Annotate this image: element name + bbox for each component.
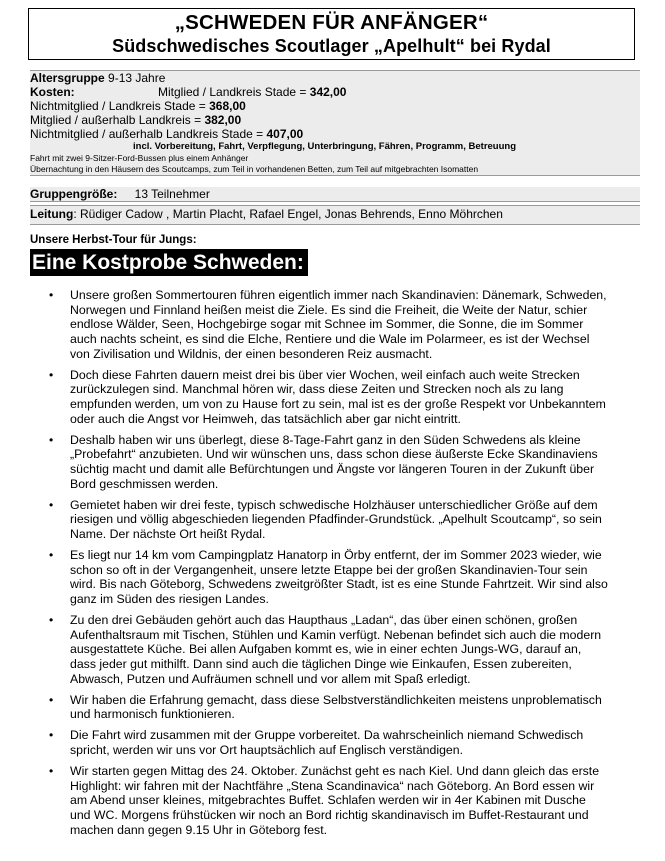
cost-member-line: [30, 85, 640, 99]
age-line: [30, 71, 640, 85]
list-item-text: Doch diese Fahrten dauern meist drei bis über vier Wochen, weil einfach auch weite Strecken zurückzulegen sind. Manchmal hören wir, dass diese Zeiten und Strecken noch als zu lang empfunden werden, um von zu Hause fort zu sein, mal ist es der große Respekt vor Unbekanntem oder auch die Angst vor Heimweh, das tatsächlich aber gar nicht eintritt.: [70, 367, 606, 426]
cost-member-out-value: 382,00: [204, 113, 242, 127]
page-subtitle: Südschwedisches Scoutlager „Apelhult“ bei Rydal: [112, 36, 551, 56]
cost-nonmember-label: Nichtmitglied / Landkreis Stade =: [30, 99, 210, 113]
bullet-icon: •: [49, 432, 54, 447]
bullet-icon: •: [49, 288, 54, 302]
list-item: [48, 368, 608, 427]
cost-member-out-label: Mitglied / außerhalb Landkreis =: [30, 113, 205, 127]
transport-note: Fahrt mit zwei 9-Sitzer-Ford-Bussen plus einem Anhänger: [30, 153, 249, 163]
group-size-box: [30, 187, 640, 202]
list-item-text: Zu den drei Gebäuden gehört auch das Haupthaus „Ladan“, das über einen schönen, großen Aufenthaltsraum mit Tischen, Stühlen und Kamin verfügt. Nebenan befindet sich auch die modern ausgestattete Küche. Bei allen Aufgaben kommt es, wie in einer echten Jungs-WG, darauf an, dass jeder gut mithilft. Dann sind auch die täglichen Dinge wie Einkaufen, Essen zubereiten, Abwasch, Putzen und Aufräumen schnell und vor allem mit Spaß erledigt.: [70, 613, 602, 686]
group-size-value: 13 Teilnehmer: [134, 187, 210, 201]
bullet-icon: •: [49, 497, 54, 512]
list-item-text: Die Fahrt wird zusammen mit der Gruppe vorbereitet. Da wahrscheinlich niemand Schwedisch spricht, werden wir uns vor Ort hauptsächlich auf Englisch verständigen.: [70, 728, 584, 757]
cost-member-out-line: [30, 113, 640, 127]
cost-nonmember-line: [30, 99, 640, 113]
list-item: [48, 764, 608, 838]
list-item: [48, 613, 608, 687]
list-item-text: Unsere großen Sommertouren führen eigentlich immer nach Skandinavien: Dänemark, Schweden, Norwegen und Finnland heißen meist die Ziele. Es sind die Freiheit, die Weite der Natur, schier endlose Wälder, Seen, Hochgebirge sogar mit Schnee im Sommer, die Sonne, die im Sommer auch nachts scheint, es sind die Elche, Rentiere und die Wale im Polarmeer, es ist der Wechsel von Zivilisation und Wildnis, der einen besonderen Reiz ausmacht.: [70, 288, 607, 361]
group-size-label: Gruppengröße:: [30, 187, 118, 201]
bullet-icon: •: [49, 763, 54, 778]
cost-member: [158, 85, 346, 99]
info-box: [30, 70, 640, 176]
cost-nonmember-out-label: Nichtmitglied / außerhalb Landkreis Stade =: [30, 127, 267, 141]
list-item-text: Gemietet haben wir drei feste, typisch schwedische Holzhäuser unterschiedlicher Größe auf dem riesigen und völlig abgeschieden liegenden Pfadfinder-Grundstück. „Apelhult Scoutcamp“, so sein Name. Der nächste Ort heißt Rydal.: [70, 497, 602, 542]
leadership-label: Leitung: [30, 207, 74, 221]
tour-heading: Unsere Herbst-Tour für Jungs:: [30, 234, 197, 246]
list-item: [48, 433, 608, 492]
list-item: [48, 728, 608, 757]
cost-nonmember-out-value: 407,00: [266, 127, 304, 141]
title-box: [28, 8, 635, 60]
list-item: [48, 498, 608, 542]
bullet-icon: •: [49, 613, 54, 627]
cost-member-label: Mitglied / Landkreis Stade =: [158, 85, 310, 99]
list-item: [48, 693, 608, 722]
leadership-box: [30, 205, 640, 225]
leadership-value: : Rüdiger Cadow , Martin Placht, Rafael Engel, Jonas Behrends, Enno Möhrchen: [73, 207, 503, 221]
list-item: [48, 288, 608, 362]
list-item-text: Wir starten gegen Mittag des 24. Oktober. Zunächst geht es nach Kiel. Und dann gleich das erste Highlight: wir fahren mit der Nachtfähre „Stena Scandinavica“ nach Göteborg. An Bord essen wir am Abend unser kleines, mitgebrachtes Buffet. Schlafen werden wir in 4er Kabinen mit Dusche und WC. Morgens frühstücken wir noch an Bord richtig skandinavisch im Buffet-Restaurant und machen dann gegen 9.15 Uhr in Göteborg fest.: [70, 763, 600, 837]
list-item: [48, 548, 608, 607]
age-value: 9-13 Jahre: [108, 71, 166, 85]
bullet-icon: •: [49, 728, 54, 743]
list-item-text: Es liegt nur 14 km vom Campingplatz Hanatorp in Örby entfernt, der im Sommer 2023 wieder, wie schon so oft in der Vergangenheit, unsere letzte Etappe bei der großen Skandinavien-Tour sein wird. Bis nach Göteborg, Schwedens zweitgrößter Stadt, ist es eine Stunde Fahrtzeit. Wir sind also ganz im Süden des riesigen Landes.: [70, 548, 608, 607]
bullet-icon: •: [49, 367, 54, 382]
cost-nonmember-value: 368,00: [209, 99, 246, 113]
list-item-text: Wir haben die Erfahrung gemacht, dass diese Selbstverständlichkeiten meistens unproblematisch und harmonisch funktionieren.: [70, 692, 602, 722]
list-item-text: Deshalb haben wir uns überlegt, diese 8-Tage-Fahrt ganz in den Süden Schwedens als kleine „Probefahrt“ anzubieten. Und wir wünschen uns, dass schon diese äußerste Ecke Skandinaviens süchtig macht und damit alle Befürchtungen und Ängste vor längeren Touren in der Zukunft über Bord geschmissen werden.: [70, 432, 598, 491]
age-label: Altersgruppe: [30, 71, 105, 85]
cost-nonmember-out-line: [30, 127, 640, 141]
includes-text: incl. Vorbereitung, Fahrt, Verpflegung, Unterbringung, Fähren, Programm, Betreuung: [133, 141, 517, 152]
section-banner: Eine Kostprobe Schweden:: [30, 249, 308, 276]
bullet-icon: •: [49, 692, 54, 707]
page-title: „SCHWEDEN FÜR ANFÄNGER“: [174, 11, 489, 34]
lodging-note: Übernachtung in den Häusern des Scoutcamps, zum Teil in vorhandenen Betten, zum Teil auf mitgebrachten Isomatten: [30, 164, 479, 174]
cost-label: Kosten:: [30, 85, 75, 99]
bullet-icon: •: [49, 548, 54, 562]
bullet-list: [48, 288, 608, 844]
cost-member-value: 342,00: [309, 85, 347, 99]
